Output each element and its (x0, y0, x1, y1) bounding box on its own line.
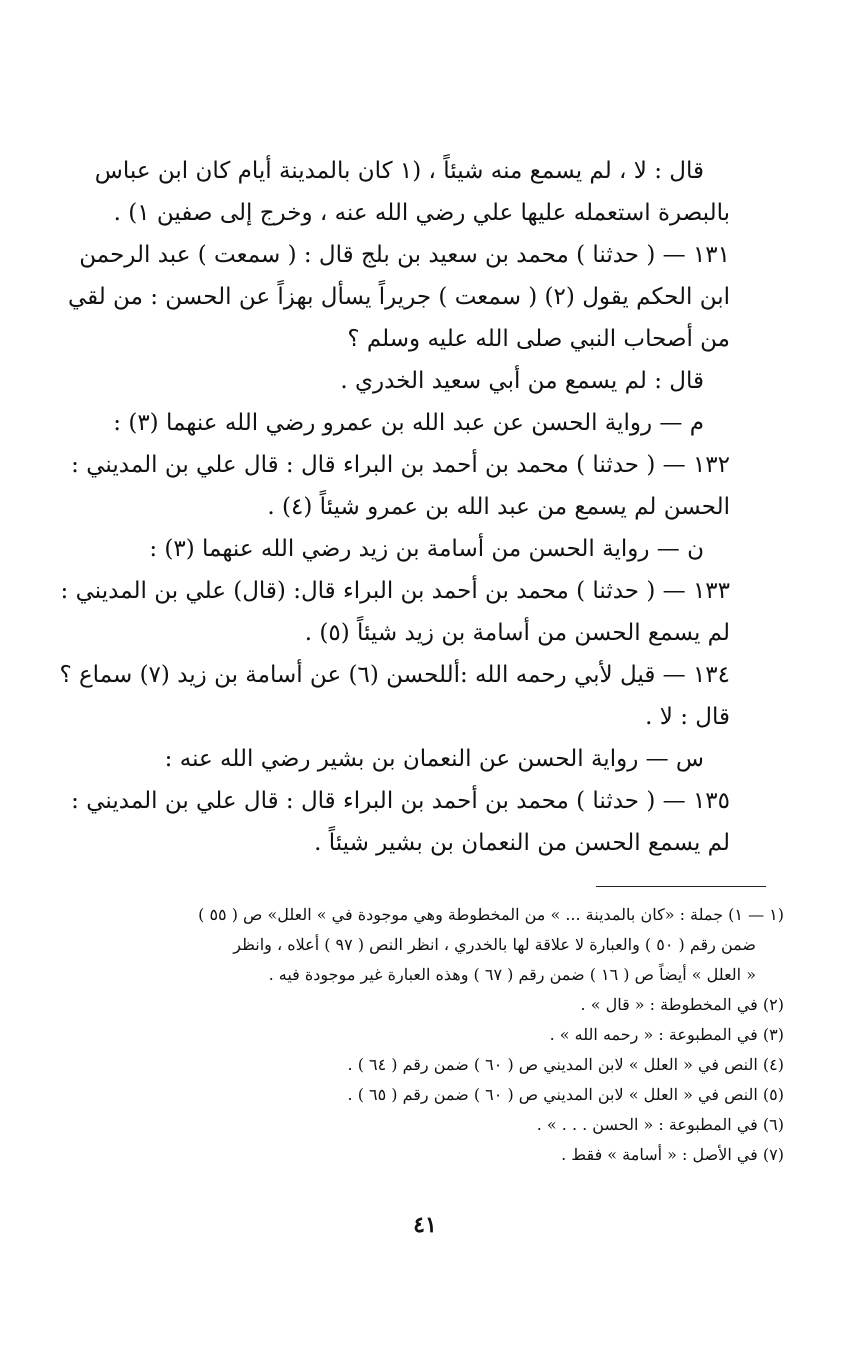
text-line: قال : لا ، لم يسمع منه شيئاً ، (١ كان بالمدينة أيام كان ابن عباس (94, 158, 704, 184)
footnotes (84, 900, 784, 1170)
footnote-continuation: « العلل » أيضاً ص ( ١٦ ) ضمن رقم ( ٦٧ ) وهذه العبارة غير موجودة فيه . (268, 965, 756, 984)
footnote: (١ — ١) جملة : «كان بالمدينة ... » من المخطوطة وهي موجودة في » العلل» ص ( ٥٥ ) (198, 905, 784, 924)
footnote-divider (596, 886, 766, 887)
text-line: ١٣٣ — ( حدثنا ) محمد بن أحمد بن البراء قال: (قال) علي بن المديني : (60, 578, 730, 604)
main-text (59, 150, 730, 864)
text-line: ١٣١ — ( حدثنا ) محمد بن سعيد بن بلج قال : ( سمعت ) عبد الرحمن (79, 242, 730, 268)
section-heading: م — رواية الحسن عن عبد الله بن عمرو رضي الله عنهما (٣) : (113, 410, 704, 436)
text-line: ١٣٥ — ( حدثنا ) محمد بن أحمد بن البراء قال : قال علي بن المديني : (71, 788, 730, 814)
footnote: (٢) في المخطوطة : « قال » . (580, 995, 784, 1014)
footnote-continuation: ضمن رقم ( ٥٠ ) والعبارة لا علاقة لها بالخدري ، انظر النص ( ٩٧ ) أعلاه ، وانظر (233, 935, 756, 954)
page-number: ٤١ (413, 1212, 437, 1238)
footnote: (٦) في المطبوعة : « الحسن . . . » . (536, 1115, 784, 1134)
text-line: قال : لا . (645, 704, 730, 730)
text-line: من أصحاب النبي صلى الله عليه وسلم ؟ (347, 326, 730, 352)
footnote: (٤) النص في « العلل » لابن المديني ص ( ٦٠ ) ضمن رقم ( ٦٤ ) . (347, 1055, 784, 1074)
text-line: ١٣٤ — قيل لأبي رحمه الله :أللحسن (٦) عن أسامة بن زيد (٧) سماع ؟ (59, 662, 730, 688)
text-line: قال : لم يسمع من أبي سعيد الخدري . (340, 368, 704, 394)
text-line: ابن الحكم يقول (٢) ( سمعت ) جريراً يسأل بهزاً عن الحسن : من لقي (67, 284, 730, 310)
text-line: الحسن لم يسمع من عبد الله بن عمرو شيئاً (٤) . (267, 494, 730, 520)
footnote: (٧) في الأصل : « أسامة » فقط . (561, 1145, 784, 1164)
footnote: (٥) النص في « العلل » لابن المديني ص ( ٦٠ ) ضمن رقم ( ٦٥ ) . (347, 1085, 784, 1104)
text-line: لم يسمع الحسن من أسامة بن زيد شيئاً (٥) . (304, 620, 730, 646)
text-line: لم يسمع الحسن من النعمان بن بشير شيئاً . (314, 830, 730, 856)
footnote: (٣) في المطبوعة : « رحمه الله » . (549, 1025, 784, 1044)
text-line: ١٣٢ — ( حدثنا ) محمد بن أحمد بن البراء قال : قال علي بن المديني : (71, 452, 730, 478)
section-heading: ن — رواية الحسن من أسامة بن زيد رضي الله عنهما (٣) : (149, 536, 704, 562)
section-heading: س — رواية الحسن عن النعمان بن بشير رضي الله عنه : (164, 746, 704, 772)
text-line: بالبصرة استعمله عليها علي رضي الله عنه ، وخرج إلى صفين ١) . (113, 200, 730, 226)
